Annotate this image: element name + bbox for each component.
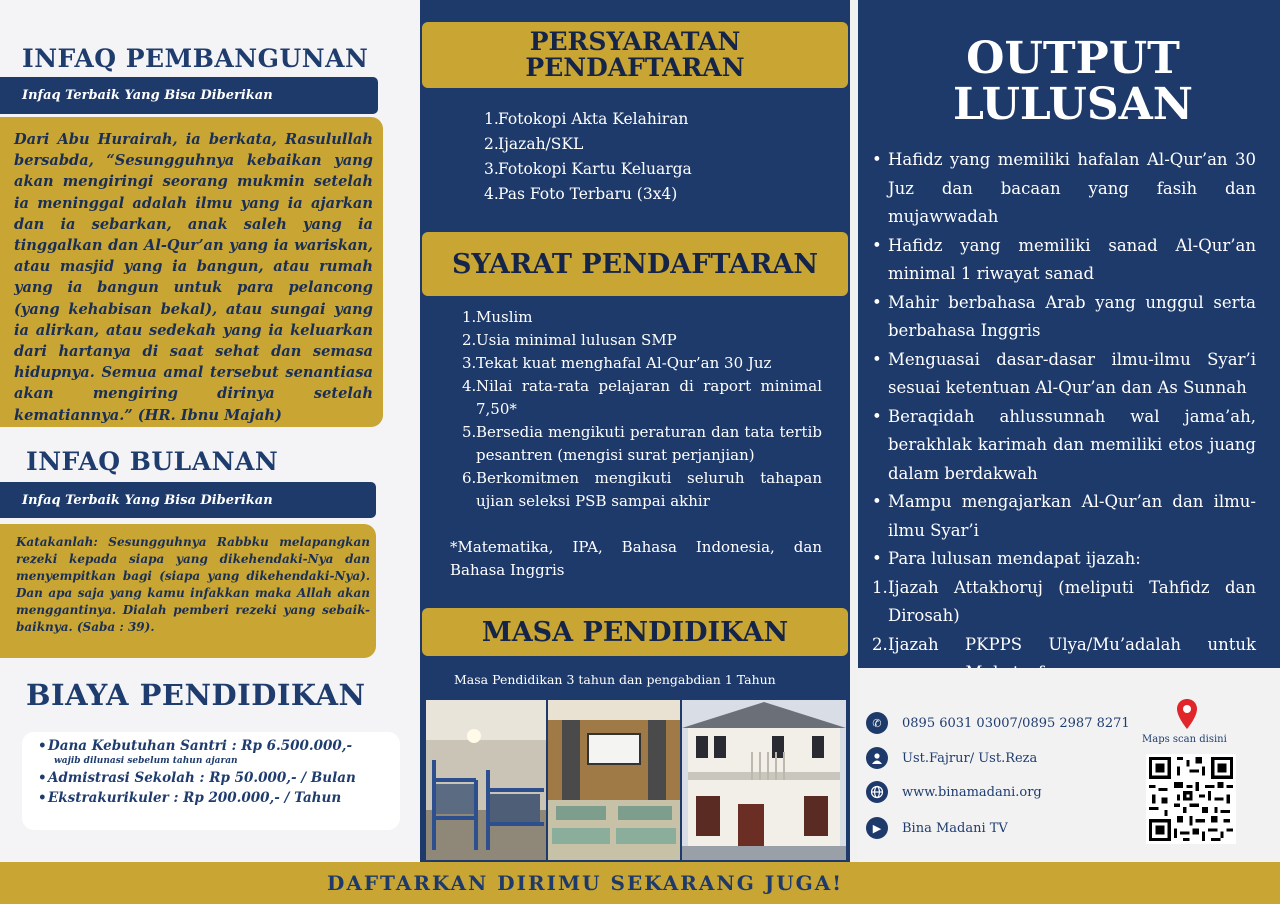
footer-banner <box>0 862 1280 904</box>
photo-strip <box>426 700 846 860</box>
output-title <box>858 33 1280 130</box>
list-item: 6. Berkomitmen mengikuti seluruh tahapan ujian seleksi PSB sampai akhir <box>462 469 822 510</box>
list-item: 5. Bersedia mengikuti peraturan dan tata tertib pesantren (mengisi surat perjanjian) <box>462 423 822 464</box>
fee-item: • Admistrasi Sekolah : Rp 50.000,- / Bulan <box>38 770 390 786</box>
output-title-line1: OUTPUT <box>966 33 1180 84</box>
building-photo <box>682 700 846 860</box>
dormitory-photo <box>426 700 546 860</box>
infaq-pembangunan-quote: Dari Abu Hurairah, ia berkata, Rasulullah bersabda, “Sesungguhnya kebaikan yang akan mengiringi seorang mukmin setelah ia meninggal adalah ilmu yang ia ajarkan dan ia sebarkan, anak saleh yang ia tinggalkan dan Al-Qur’an yang ia wariskan, atau masjid yang ia bangun, atau rumah yang ia bangun untuk para pelancong (yang kehabisan bekal), atau sungai yang ia alirkan, atau sedekah yang ia keluarkan dari hartanya di saat sehat dan semasa hidupnya. Semua amal tersebut senantiasa akan mengiring dirinya setelah kematiannya.” (HR. Ibnu Majah) <box>0 117 383 427</box>
classroom-photo <box>548 700 680 860</box>
list-item: • Menguasai dasar-dasar ilmu-ilmu Syar’i sesuai ketentuan Al-Qur’an dan As Sunnah <box>872 349 1256 397</box>
fee-item: • Ekstrakurikuler : Rp 200.000,- / Tahun <box>38 790 390 806</box>
fee-list <box>22 732 400 830</box>
list-item: 1. Ijazah Attakhoruj (meliputi Tahfidz dan Dirosah) <box>872 577 1256 625</box>
maps-label: Maps scan disini <box>1142 734 1227 745</box>
list-item: 2. Ijazah/SKL <box>484 135 584 153</box>
contact-panel <box>858 668 1280 862</box>
user-icon <box>866 747 888 769</box>
globe-icon <box>866 781 888 803</box>
persyaratan-list <box>484 107 804 207</box>
tv-text: Bina Madani TV <box>902 820 1008 836</box>
output-title-line2: LULUSAN <box>953 79 1193 130</box>
persyaratan-title-line1: PERSYARATAN <box>529 27 741 56</box>
syarat-list <box>462 306 822 513</box>
output-list <box>872 146 1256 688</box>
list-item: • Mahir berbahasa Arab yang unggul serta berbahasa Inggris <box>872 292 1256 340</box>
right-panel <box>858 0 1280 668</box>
list-item: 4. Nilai rata-rata pelajaran di raport minimal 7,50* <box>462 377 822 418</box>
infaq-pembangunan-title: INFAQ PEMBANGUNAN <box>22 44 369 73</box>
masa-text: Masa Pendidikan 3 tahun dan pengabdian 1 Tahun <box>454 672 776 687</box>
list-item: 1. Muslim <box>462 308 533 326</box>
fee-note: wajib dilunasi sebelum tahun ajaran <box>54 756 238 766</box>
list-item: 2. Ijazah PKPPS Ulya/Mu’adalah untuk <box>872 634 1256 654</box>
list-item: 4. Pas Foto Terbaru (3x4) <box>484 185 678 203</box>
left-panel <box>0 0 420 862</box>
map-pin-icon <box>1176 698 1198 734</box>
list-item: • Para lulusan mendapat ijazah: <box>872 549 1141 568</box>
list-item: 1. Fotokopi Akta Kelahiran <box>484 110 689 128</box>
infaq-bulanan-subtitle: Infaq Terbaik Yang Bisa Diberikan <box>0 482 376 518</box>
footer-cta: DAFTARKAN DIRIMU SEKARANG JUGA! <box>326 871 844 895</box>
middle-panel <box>420 0 850 862</box>
fee-item: • Dana Kebutuhan Santri : Rp 6.500.000,- <box>38 738 390 754</box>
contact-person <box>866 747 1037 769</box>
syarat-note: *Matematika, IPA, Bahasa Indonesia, dan Bahasa Inggris <box>450 538 822 579</box>
contact-phone[interactable] <box>866 712 1130 734</box>
play-icon: ▶ <box>866 817 888 839</box>
masa-title: MASA PENDIDIKAN <box>422 608 848 656</box>
persyaratan-title-line2: PENDAFTARAN <box>525 53 745 82</box>
contact-web[interactable] <box>866 781 1042 803</box>
infaq-bulanan-title: INFAQ BULANAN <box>26 447 279 476</box>
infaq-pembangunan-subtitle: Infaq Terbaik Yang Bisa Diberikan <box>0 77 378 114</box>
contact-tv[interactable] <box>866 817 1008 839</box>
list-item: 2. Usia minimal lulusan SMP <box>462 331 677 349</box>
syarat-title: SYARAT PENDAFTARAN <box>422 232 848 296</box>
biaya-title: BIAYA PENDIDIKAN <box>26 678 366 712</box>
list-item: 3. Fotokopi Kartu Keluarga <box>484 160 692 178</box>
phone-text: 0895 6031 03007/0895 2987 8271 <box>902 715 1130 731</box>
infaq-bulanan-quote: Katakanlah: Sesungguhnya Rabbku melapangkan rezeki kepada siapa yang dikehendaki-Nya dan menyempitkan bagi (siapa yang dikehendaki-Nya). Dan apa saja yang kamu infakkan maka Allah akan menggantinya. Dialah pemberi rezeki yang sebaik-baiknya. (Saba : 39). <box>0 524 376 658</box>
phone-icon: ✆ <box>866 712 888 734</box>
list-item: • Beraqidah ahlussunnah wal jama’ah, berakhlak karimah dan memiliki etos juang dalam berdakwah <box>872 406 1256 483</box>
qr-code[interactable] <box>1146 754 1236 844</box>
list-item: • Mampu mengajarkan Al-Qur’an dan ilmu-ilmu Syar’i <box>872 492 1256 540</box>
persyaratan-title <box>422 22 848 88</box>
list-item: 3. Tekat kuat menghafal Al-Qur’an 30 Juz <box>462 354 772 372</box>
list-item: • Hafidz yang memiliki sanad Al-Qur’an minimal 1 riwayat sanad <box>872 235 1256 283</box>
person-text: Ust.Fajrur/ Ust.Reza <box>902 750 1038 766</box>
web-text: www.binamadani.org <box>902 784 1042 800</box>
list-item: • Hafidz yang memiliki hafalan Al-Qur’an 30 Juz dan bacaan yang fasih dan mujawwadah <box>872 150 1256 226</box>
